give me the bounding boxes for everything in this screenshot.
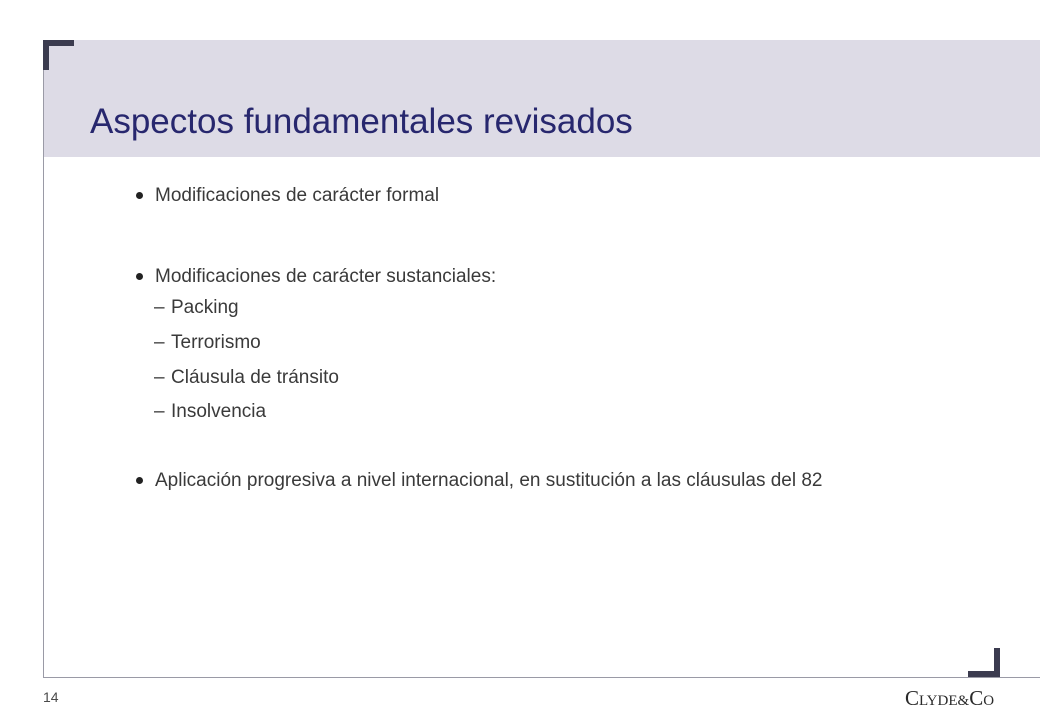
logo-ampersand: & xyxy=(957,693,970,709)
sub-item-text: Cláusula de tránsito xyxy=(171,367,339,388)
sub-item xyxy=(154,294,239,321)
bullet-text: Aplicación progresiva a nivel internacional, en sustitución a las cláusulas del 82 xyxy=(155,470,823,491)
sub-item-text: Insolvencia xyxy=(171,401,267,422)
bullet-item xyxy=(155,182,439,209)
bullet-dot-icon xyxy=(136,192,143,199)
bullet-dot-icon xyxy=(136,273,143,280)
sub-item-text: Terrorismo xyxy=(171,332,261,353)
clyde-co-logo xyxy=(905,686,994,711)
bullet-text: Modificaciones de carácter sustanciales: xyxy=(155,266,497,287)
logo-letter: C xyxy=(969,686,984,710)
corner-mark-top-left-vertical xyxy=(43,40,49,70)
frame-left-rule xyxy=(43,40,44,678)
logo-letters: LYDE xyxy=(919,693,958,709)
bullet-dot-icon xyxy=(136,477,143,484)
sub-item xyxy=(154,398,266,425)
sub-item-text: Packing xyxy=(171,297,239,318)
frame-bottom-rule xyxy=(43,677,1040,678)
dash-marker: – xyxy=(154,367,165,388)
bullet-text: Modificaciones de carácter formal xyxy=(155,185,440,206)
bullet-item xyxy=(155,467,835,494)
dash-marker: – xyxy=(154,401,165,422)
sub-item xyxy=(154,364,339,391)
logo-letters: O xyxy=(983,693,995,709)
logo-letter: C xyxy=(905,686,920,710)
slide-title: Aspectos fundamentales revisados xyxy=(90,102,633,141)
dash-marker: – xyxy=(154,332,165,353)
corner-mark-bottom-right-vertical xyxy=(994,648,1000,677)
page-number: 14 xyxy=(43,689,59,705)
sub-item xyxy=(154,329,261,356)
dash-marker: – xyxy=(154,297,165,318)
bullet-item xyxy=(155,263,496,290)
